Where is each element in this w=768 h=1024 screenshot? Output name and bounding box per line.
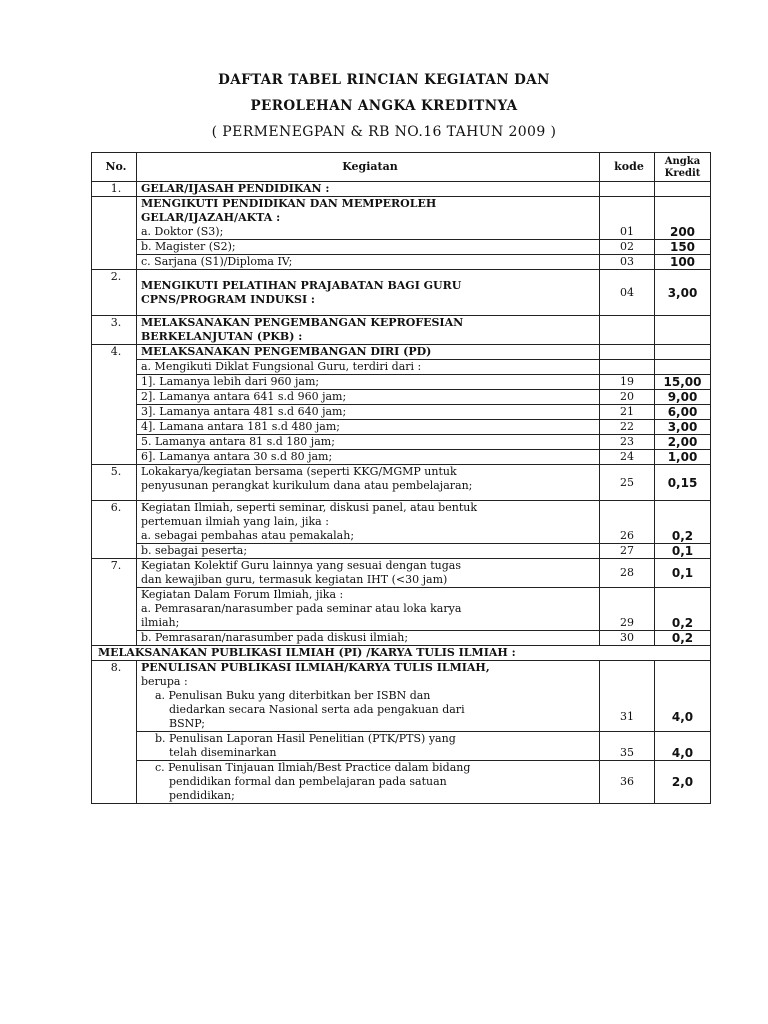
kode-cell: 20 [600, 390, 655, 405]
table-row [92, 375, 711, 390]
doc-title-line-1: DAFTAR TABEL RINCIAN KEGIATAN DAN [218, 72, 550, 88]
table-row [92, 529, 711, 544]
kode-cell: 28 [600, 559, 655, 588]
row-number: 6. [92, 501, 137, 559]
table-row [92, 661, 711, 732]
text-line: a. Penulisan Buku yang diterbitkan ber ISBN dan [155, 689, 431, 702]
kode-cell: 29 [600, 616, 655, 631]
kode-value: 31 [620, 710, 634, 723]
angka-kredit-cell: 200 [655, 225, 711, 240]
row-number: 7. [92, 559, 137, 646]
angka-kredit-cell: 3,00 [655, 420, 711, 435]
row-number: 8. [92, 661, 137, 804]
row-text [137, 732, 600, 761]
angka-kredit-cell: 0,2 [655, 616, 711, 631]
text-line: BERKELANJUTAN (PKB) : [141, 330, 303, 343]
text-line: pendidikan formal dan pembelajaran pada satuan [169, 775, 447, 788]
empty-cell [655, 197, 711, 226]
kode-cell: 19 [600, 375, 655, 390]
kode-cell: 03 [600, 255, 655, 270]
table-row [92, 559, 711, 588]
empty-cell [600, 345, 655, 360]
kode-cell: 26 [600, 529, 655, 544]
row-text: b. Pemrasaran/narasumber pada diskusi ilmiah; [137, 631, 600, 646]
row-text: b. sebagai peserta; [137, 544, 600, 559]
angka-kredit-cell: 150 [655, 240, 711, 255]
row-text: 4]. Lamana antara 181 s.d 480 jam; [137, 420, 600, 435]
table-row [92, 360, 711, 375]
row-text [137, 316, 600, 345]
table-row [92, 255, 711, 270]
empty-cell [600, 588, 655, 617]
angka-kredit-cell: 2,00 [655, 435, 711, 450]
table-row [92, 588, 711, 617]
table-row [92, 225, 711, 240]
row-number: 4. [92, 345, 137, 465]
row-text: a. Mengikuti Diklat Fungsional Guru, terdiri dari : [137, 360, 600, 375]
table-row [92, 420, 711, 435]
header-kode: kode [600, 153, 655, 182]
kode-cell: 01 [600, 225, 655, 240]
empty-cell [600, 197, 655, 226]
text-line: Kegiatan Kolektif Guru lainnya yang sesuai dengan tugas [141, 559, 462, 572]
row-text: 1]. Lamanya lebih dari 960 jam; [137, 375, 600, 390]
text-line: pendidikan; [169, 789, 235, 802]
row-text [137, 661, 600, 732]
text-line: MELAKSANAKAN PENGEMBANGAN KEPROFESIAN [141, 316, 464, 329]
kode-cell: 02 [600, 240, 655, 255]
empty-cell [655, 501, 711, 530]
row-text: 3]. Lamanya antara 481 s.d 640 jam; [137, 405, 600, 420]
row-heading: MELAKSANAKAN PENGEMBANGAN DIRI (PD) [137, 345, 600, 360]
ak-value: 4,0 [671, 710, 694, 724]
row-text: b. Magister (S2); [137, 240, 600, 255]
table-row [92, 390, 711, 405]
empty-cell [655, 316, 711, 345]
text-line: penyusunan perangkat kurikulum dana atau pembelajaran; [141, 479, 473, 492]
text-line: MENGIKUTI PELATIHAN PRAJABATAN BAGI GURU [141, 278, 462, 292]
table-row [92, 761, 711, 804]
kode-cell: 30 [600, 631, 655, 646]
text-line: dan kewajiban guru, termasuk kegiatan IHT (<30 jam) [141, 573, 448, 586]
header-angka-kredit [655, 153, 711, 182]
section-heading: MELAKSANAKAN PUBLIKASI ILMIAH (PI) /KARYA TULIS ILMIAH : [92, 646, 711, 661]
row-text [137, 761, 600, 804]
table-row [92, 345, 711, 360]
text-line: Kegiatan Dalam Forum Ilmiah, jika : [141, 588, 344, 601]
empty-cell [600, 360, 655, 375]
angka-kredit-cell: 6,00 [655, 405, 711, 420]
doc-title-line-3: ( PERMENEGPAN & RB NO.16 TAHUN 2009 ) [211, 124, 557, 140]
angka-kredit-cell: 0,1 [655, 559, 711, 588]
row-number: 2. [92, 270, 137, 316]
row-text: a. Doktor (S3); [137, 225, 600, 240]
table-row [92, 435, 711, 450]
text-line: diedarkan secara Nasional serta ada pengakuan dari [169, 703, 465, 716]
kode-cell [600, 661, 655, 732]
angka-kredit-cell: 0,2 [655, 529, 711, 544]
angka-kredit-cell: 2,0 [655, 761, 711, 804]
angka-kredit-cell: 9,00 [655, 390, 711, 405]
angka-kredit-cell: 1,00 [655, 450, 711, 465]
table-row [92, 544, 711, 559]
kode-cell: 04 [600, 270, 655, 316]
empty-cell [600, 501, 655, 530]
text-line: MENGIKUTI PENDIDIKAN DAN MEMPEROLEH [141, 197, 437, 210]
text-line: c. Penulisan Tinjauan Ilmiah/Best Practice dalam bidang [155, 761, 471, 774]
kode-cell: 23 [600, 435, 655, 450]
table-row [92, 270, 711, 316]
table-row [92, 405, 711, 420]
row-text: c. Sarjana (S1)/Diploma IV; [137, 255, 600, 270]
row-number: 1. [92, 182, 137, 197]
section-row [92, 646, 711, 661]
header-ak-line-2: Kredit [664, 168, 701, 179]
text-line: Lokakarya/kegiatan bersama (seperti KKG/MGMP untuk [141, 465, 457, 478]
table-row [92, 732, 711, 761]
empty-cell [655, 588, 711, 617]
text-line: telah diseminarkan [169, 746, 277, 759]
row-text: 5. Lamanya antara 81 s.d 180 jam; [137, 435, 600, 450]
table-row [92, 316, 711, 345]
row-text [137, 270, 600, 316]
empty-cell [655, 360, 711, 375]
table-header-row [92, 153, 711, 182]
kode-cell: 22 [600, 420, 655, 435]
doc-title-line-2: PEROLEHAN ANGKA KREDITNYA [250, 98, 518, 114]
row-heading: GELAR/IJASAH PENDIDIKAN : [137, 182, 600, 197]
kode-cell: 21 [600, 405, 655, 420]
table-row [92, 501, 711, 530]
table-row [92, 240, 711, 255]
table-row [92, 631, 711, 646]
text-line: PENULISAN PUBLIKASI ILMIAH/KARYA TULIS ILMIAH, [141, 661, 490, 674]
table-row [92, 465, 711, 501]
header-kegiatan: Kegiatan [137, 153, 600, 182]
text-line: GELAR/IJAZAH/AKTA : [141, 211, 281, 224]
empty-cell [600, 316, 655, 345]
angka-kredit-cell: 0,2 [655, 631, 711, 646]
text-line: berupa : [141, 675, 188, 688]
empty-cell [655, 182, 711, 197]
angka-kredit-cell [655, 661, 711, 732]
activity-credit-table [91, 152, 711, 804]
text-line: CPNS/PROGRAM INDUKSI : [141, 292, 315, 306]
kode-cell: 24 [600, 450, 655, 465]
table-row [92, 182, 711, 197]
kode-cell: 36 [600, 761, 655, 804]
row-text [137, 559, 600, 588]
empty-cell [655, 345, 711, 360]
row-text: 2]. Lamanya antara 641 s.d 960 jam; [137, 390, 600, 405]
row-text: a. sebagai pembahas atau pemakalah; [137, 529, 600, 544]
text-line: pertemuan ilmiah yang lain, jika : [141, 515, 329, 528]
row-text [137, 588, 600, 617]
angka-kredit-cell: 100 [655, 255, 711, 270]
row-number: 5. [92, 465, 137, 501]
text-line: b. Penulisan Laporan Hasil Penelitian (PTK/PTS) yang [155, 732, 456, 745]
angka-kredit-cell: 0,1 [655, 544, 711, 559]
row-number: 3. [92, 316, 137, 345]
table-row [92, 616, 711, 631]
kode-cell: 27 [600, 544, 655, 559]
text-line: BSNP; [169, 717, 205, 730]
table-row [92, 450, 711, 465]
empty-cell [600, 182, 655, 197]
angka-kredit-cell: 15,00 [655, 375, 711, 390]
empty-cell [92, 197, 137, 270]
angka-kredit-cell: 0,15 [655, 465, 711, 501]
row-text: ilmiah; [137, 616, 600, 631]
angka-kredit-cell: 4,0 [655, 732, 711, 761]
angka-kredit-cell: 3,00 [655, 270, 711, 316]
text-line: a. Pemrasaran/narasumber pada seminar atau loka karya [141, 602, 462, 615]
header-no: No. [92, 153, 137, 182]
header-ak-line-1: Angka [664, 156, 701, 167]
kode-cell: 25 [600, 465, 655, 501]
row-text: 6]. Lamanya antara 30 s.d 80 jam; [137, 450, 600, 465]
text-line: Kegiatan Ilmiah, seperti seminar, diskusi panel, atau bentuk [141, 501, 477, 514]
row-text [137, 197, 600, 226]
row-text [137, 465, 600, 501]
table-row [92, 197, 711, 226]
row-text [137, 501, 600, 530]
kode-cell: 35 [600, 732, 655, 761]
